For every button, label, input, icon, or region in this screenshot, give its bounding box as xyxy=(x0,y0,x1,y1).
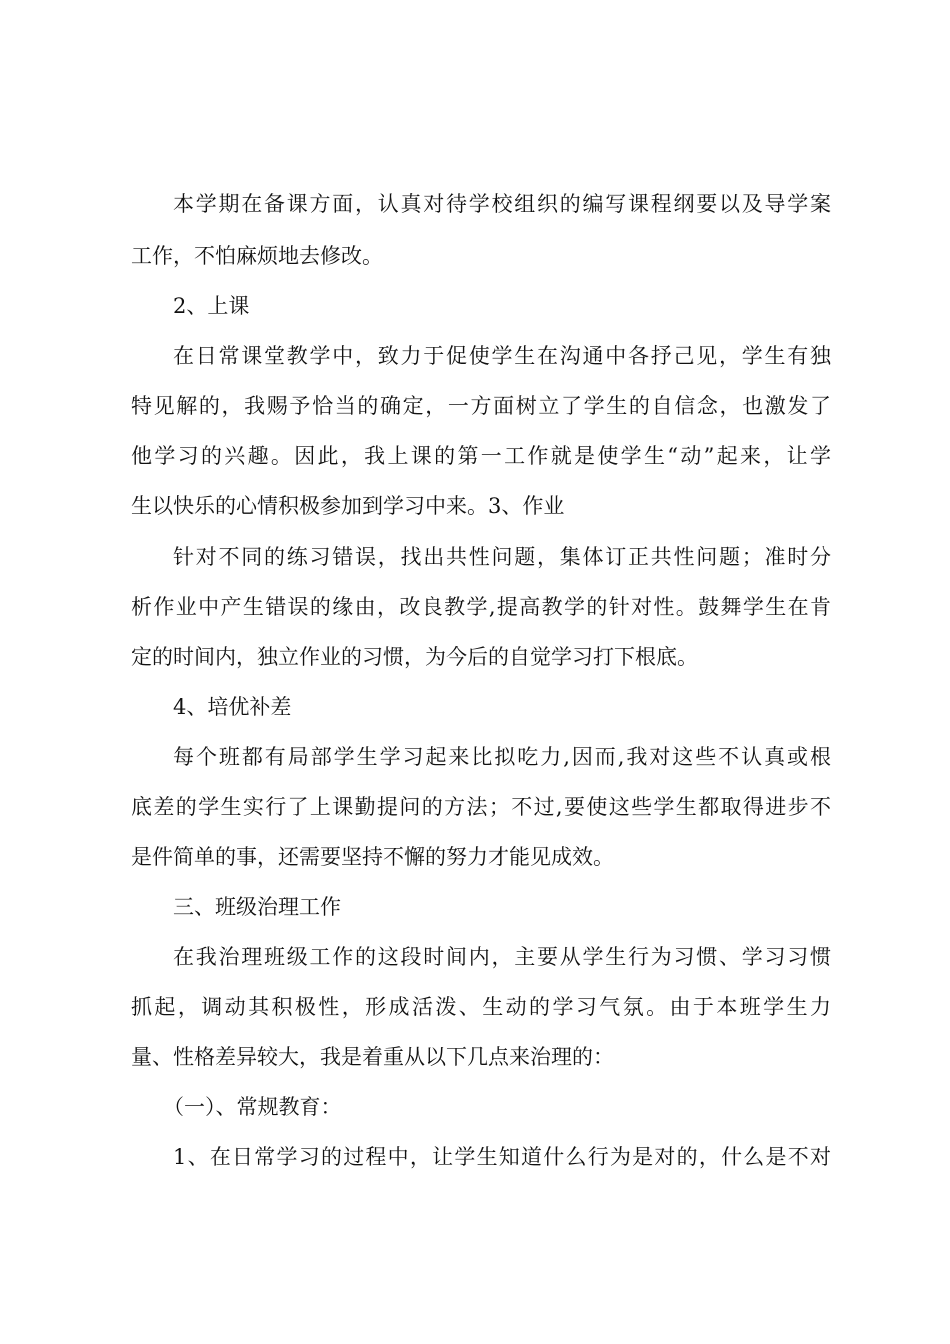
section-heading: 三、班级治理工作 xyxy=(173,895,341,919)
paragraph-line: 是件简单的事，还需要坚持不懈的努力才能见成效。 xyxy=(131,845,614,869)
paragraph-line: 底差的学生实行了上课勤提问的方法；不过,要使这些学生都取得进步不 xyxy=(131,795,831,819)
paragraph-line: 1、在日常学习的过程中，让学生知道什么行为是对的，什么是不对 xyxy=(173,1145,831,1169)
paragraph-line: 生以快乐的心情积极参加到学习中来。3、作业 xyxy=(131,494,565,518)
paragraph-line: 特见解的，我赐予恰当的确定，一方面树立了学生的自信念，也激发了 xyxy=(131,394,831,418)
paragraph-line: 析作业中产生错误的缘由，改良教学,提高教学的针对性。鼓舞学生在肯 xyxy=(131,595,831,619)
paragraph-line: 本学期在备课方面，认真对待学校组织的编写课程纲要以及导学案 xyxy=(173,192,831,216)
section-heading: 4、培优补差 xyxy=(173,695,292,719)
section-heading: （一）、常规教育： xyxy=(163,1095,342,1119)
paragraph-line: 他学习的兴趣。因此，我上课的第一工作就是使学生“动”起来，让学 xyxy=(131,444,831,468)
paragraph-line: 在我治理班级工作的这段时间内，主要从学生行为习惯、学习习惯 xyxy=(173,945,831,969)
paragraph-line: 量、性格差异较大，我是着重从以下几点来治理的： xyxy=(131,1045,614,1069)
section-heading: 2、上课 xyxy=(173,294,250,318)
paragraph-line: 抓起，调动其积极性，形成活泼、生动的学习气氛。由于本班学生力 xyxy=(131,995,831,1019)
paragraph-line: 定的时间内，独立作业的习惯，为今后的自觉学习打下根底。 xyxy=(131,645,698,669)
paragraph-line: 在日常课堂教学中，致力于促使学生在沟通中各抒己见，学生有独 xyxy=(173,344,831,368)
paragraph-line: 针对不同的练习错误，找出共性问题，集体订正共性问题；准时分 xyxy=(173,545,831,569)
paragraph-line: 每个班都有局部学生学习起来比拟吃力,因而,我对这些不认真或根 xyxy=(173,745,831,769)
paragraph-line: 工作，不怕麻烦地去修改。 xyxy=(131,244,383,268)
